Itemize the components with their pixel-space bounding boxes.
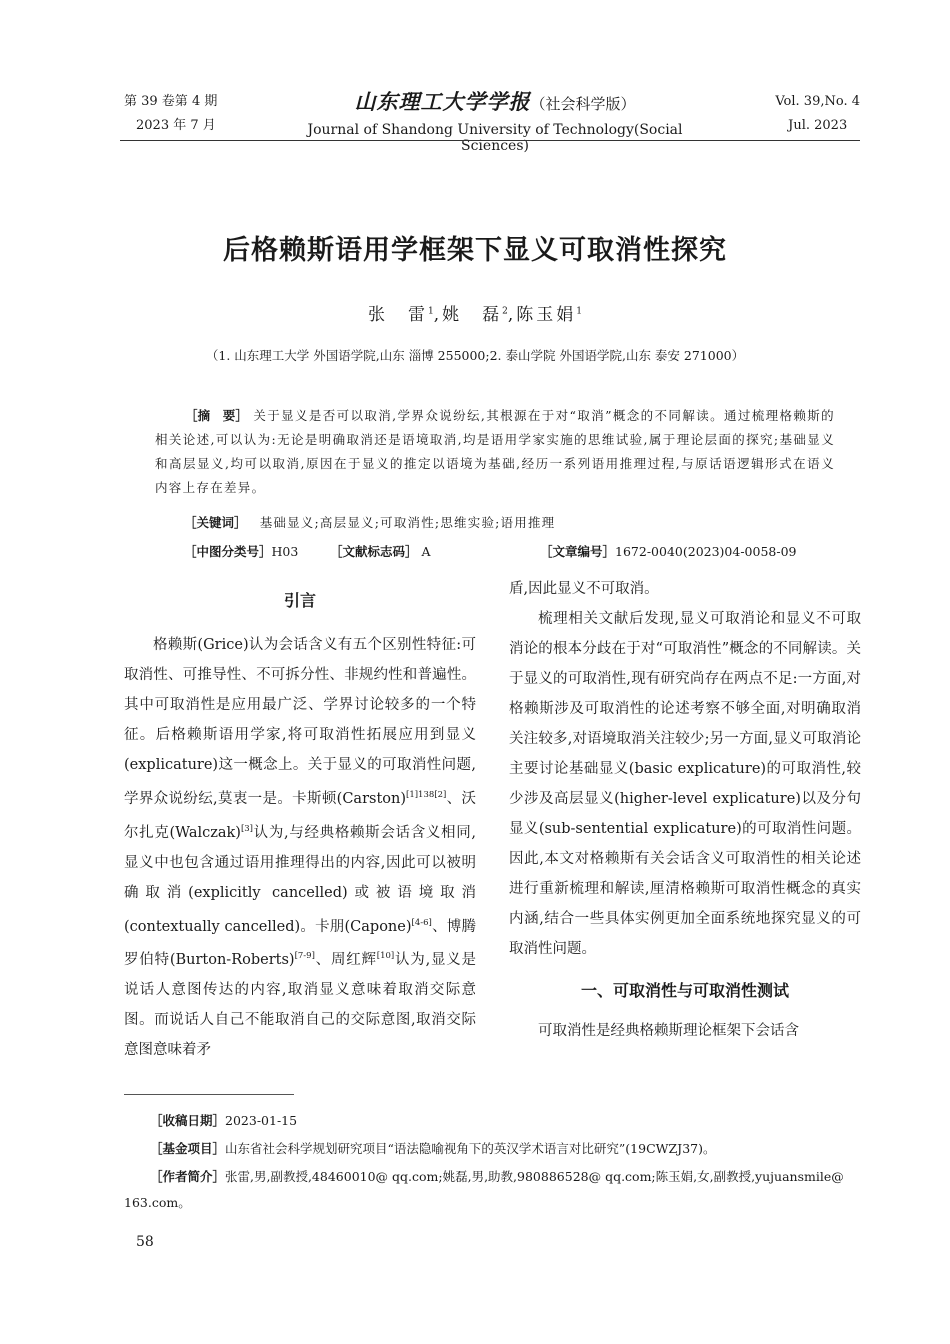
citation: [1]138[2] <box>406 790 447 800</box>
article-number-label: ［文章编号］ <box>540 544 616 559</box>
doc-code-label: ［文献标志码］ <box>330 544 418 559</box>
author-name: 张 雷 <box>367 305 428 325</box>
footnote-rule <box>124 1094 294 1095</box>
intro-paragraph: 格赖斯(Grice)认为会话含义有五个区别性特征:可取消性、可推导性、不可拆分性、非规约性和普遍性。其中可取消性是应用最广泛、学界讨论较多的一个特征。后格赖斯语用学家,将可取消性拓展应用到显义(explicature)这一概念上。关于显义的可取消性问题,学界众说纷纭,莫衷一是。卡斯顿(Carston)[1]138[2]、沃尔扎克(Walczak)[3]认为,与经典格赖斯会话含义相同,显义中也包含通过语用推理得出的内容,因此可以被明确取消(explicitly cancelled)或被语境取消(contextually cancelled)。卡朋(Capone)[4-6]、博腾罗伯特(Burton-Roberts)[7-9]、周红辉[10]认为,显义是说话人意图传达的内容,取消显义意味着取消交际意图。而说话人自己不能取消自己的交际意图,取消交际意图意味着矛 <box>124 637 477 1059</box>
author-list: 张 雷$^1$,姚 磊$^2$,陈玉娟$^1$ <box>367 305 582 325</box>
footnote-received: ［收稿日期］2023-01-15 <box>124 1108 860 1134</box>
author-info-label: ［作者简介］ <box>150 1169 226 1184</box>
header-rule <box>120 140 860 141</box>
journal-logo: 山东理工大学学报 <box>354 89 531 114</box>
journal-edition: （社会科学版） <box>530 95 636 113</box>
author-affil-mark: 2 <box>502 306 508 317</box>
right-column <box>509 574 861 1046</box>
journal-title-en: Journal of Shandong University of Technology(Social Sciences) <box>307 122 683 154</box>
left-column <box>124 586 476 1065</box>
author-name: 姚 磊 <box>442 305 503 325</box>
author-affil-mark: 1 <box>427 306 434 317</box>
header-issue-en <box>775 90 860 138</box>
document-code: ［文献标志码］ A <box>330 544 431 559</box>
intro-heading: 引言 <box>283 591 316 610</box>
abstract <box>155 404 835 500</box>
issue-en: Vol. 39,No. 4 <box>775 94 860 109</box>
issue-cn: 第 39 卷第 4 期 <box>124 94 218 109</box>
citation: [10] <box>376 951 395 962</box>
section-heading: 一、可取消性与可取消性测试 <box>580 981 789 1000</box>
paragraph-continuation: 盾,因此显义不可取消。 <box>509 581 659 597</box>
citation: [7-9] <box>294 951 315 962</box>
affiliations: （1. 山东理工大学 外国语学院,山东 淄博 255000;2. 泰山学院 外国语学院,山东 泰安 271000） <box>205 348 745 363</box>
page-number: 58 <box>136 1234 154 1250</box>
received-label: ［收稿日期］ <box>150 1113 226 1128</box>
paragraph: 梳理相关文献后发现,显义可取消论和显义不可取消论的根本分歧在于对“可取消性”概念的不同解读。关于显义的可取消性,现有研究尚存在两点不足:一方面,对格赖斯涉及可取消性的论述考察不够全面,对明确取消关注较多,对语境取消关注较少;另一方面,显义可取消论主要讨论基础显义(basic explicature)的可取消性,较少涉及高层显义(higher-level explicature)以及分句显义(sub-sentential explicature)的可取消性问题。因此,本文对格赖斯有关会话含义可取消性的相关论述进行重新梳理和解读,厘清格赖斯可取消性概念的真实内涵,结合一些具体实例更加全面系统地探究显义的可取消性问题。 <box>509 611 861 957</box>
abstract-label: ［摘 要］ <box>185 408 248 423</box>
date-en: Jul. 2023 <box>788 118 848 133</box>
author-affil-mark: 1 <box>576 306 582 317</box>
clc-number: ［中图分类号］H03 <box>184 544 299 559</box>
date-cn: 2023 年 7 月 <box>136 118 216 133</box>
article-number: ［文章编号］1672-0040(2023)04-0058-09 <box>540 544 797 559</box>
author-name: 陈玉娟 <box>516 305 577 325</box>
paragraph: 可取消性是经典格赖斯理论框架下会话含 <box>538 1023 799 1039</box>
journal-masthead <box>280 86 710 154</box>
citation: [3] <box>240 823 253 834</box>
citation: [4-6] <box>411 917 432 928</box>
fund-label: ［基金项目］ <box>150 1141 226 1156</box>
keywords-label: ［关键词］ <box>184 515 247 530</box>
header-issue-cn <box>124 90 217 138</box>
keywords-text: 基础显义;高层显义;可取消性;思维实验;语用推理 <box>259 515 556 530</box>
footnote-fund: ［基金项目］山东省社会科学规划研究项目“语法隐喻视角下的英汉学术语言对比研究”(19CWZJ37)。 <box>124 1136 860 1162</box>
footnote-author: ［作者简介］张雷,男,副教授,48460010@ qq.com;姚磊,男,助教,980886528@ qq.com;陈玉娟,女,副教授,yujuansmile@ 163.com。 <box>124 1169 844 1210</box>
clc-label: ［中图分类号］ <box>184 544 272 559</box>
keywords <box>184 513 555 531</box>
article-title: 后格赖斯语用学框架下显义可取消性探究 <box>223 235 727 266</box>
abstract-text: 关于显义是否可以取消,学界众说纷纭,其根源在于对“取消”概念的不同解读。通过梳理格赖斯的相关论述,可以认为:无论是明确取消还是语境取消,均是语用学家实施的思维试验,属于理论层面的探究;基础显义和高层显义,均可以取消,原因在于显义的推定以语境为基础,经历一系列语用推理过程,与原话语逻辑形式在语义内容上存在差异。 <box>155 408 835 495</box>
